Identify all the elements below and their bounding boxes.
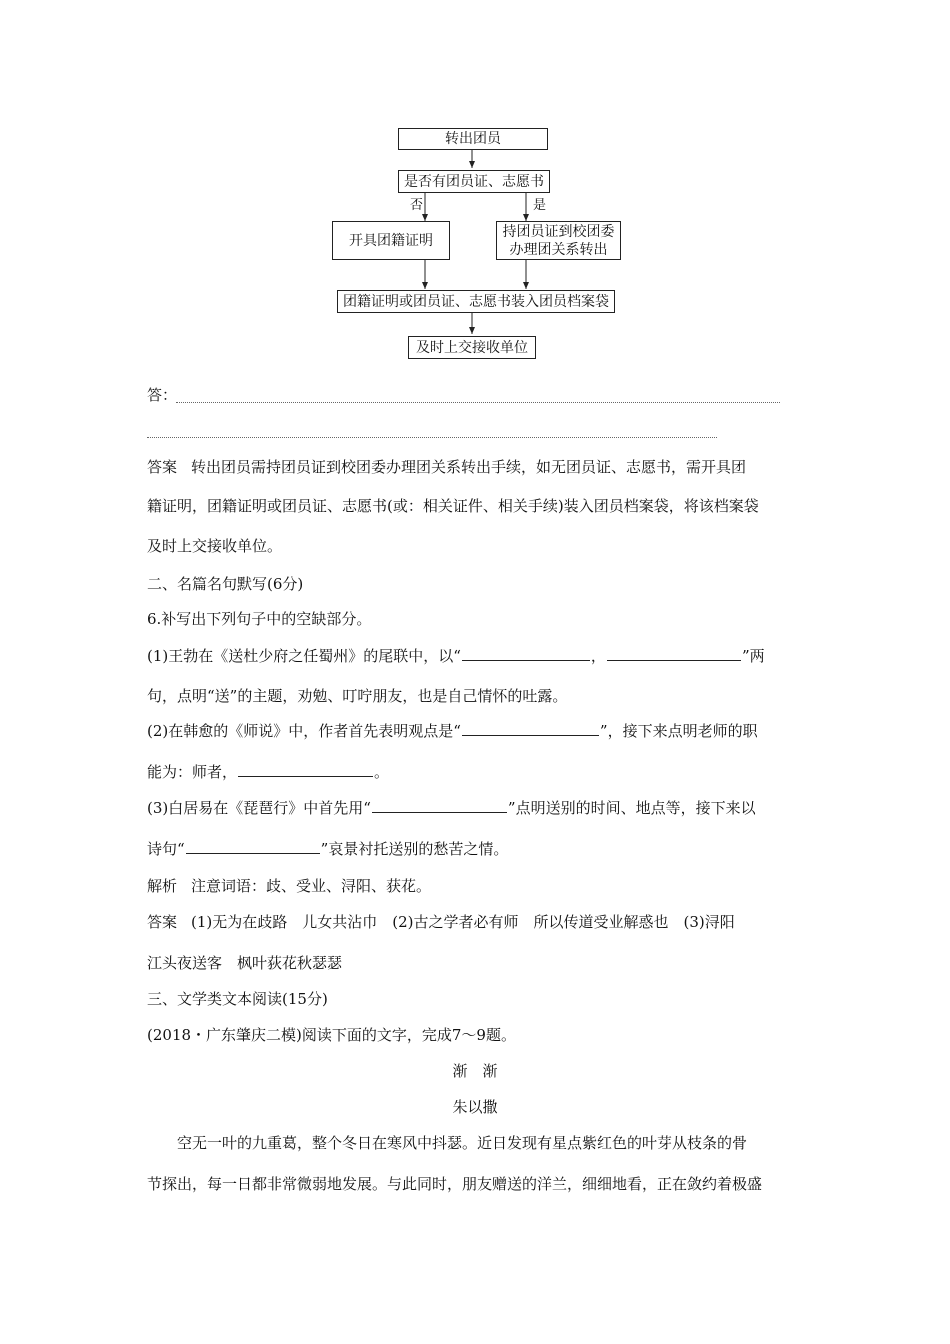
analysis-line [147, 875, 431, 896]
answer-dotted-line-2 [147, 437, 717, 438]
blank-5[interactable] [372, 797, 507, 813]
article-author: 朱以撒 [452, 1098, 498, 1116]
section2-answer-text: (1)无为在歧路 儿女共沾巾 (2)古之学者必有师 所以传道受业解惑也 (3)浔阳 [191, 913, 735, 931]
q3-line-1: (3)白居易在《琵琶行》中首先用“ ”点明送别的时间、地点等，接下来以 [147, 799, 756, 817]
section2-answer-label: 答案 [147, 913, 178, 931]
q3-line-2: 诗句“ ”哀景衬托送别的愁苦之情。 [147, 840, 509, 858]
section2-answer-line-2: 江头夜送客 枫叶荻花秋瑟瑟 [147, 954, 343, 972]
section2-heading: 二、名篇名句默写(6分) [147, 575, 304, 593]
node-yes-action: 持团员证到校团委 办理团关系转出 [496, 221, 621, 260]
analysis-text: 注意词语：歧、受业、浔阳、获花。 [191, 877, 432, 895]
edge-label-no: 否 [410, 198, 424, 213]
answer-line-3: 及时上交接收单位。 [147, 537, 283, 555]
section2-question: 6.补写出下列句子中的空缺部分。 [147, 610, 372, 628]
q1-line-1: (1)王勃在《送杜少府之任蜀州》的尾联中，以“ ， ”两 [147, 647, 765, 665]
node-no-action: 开具团籍证明 [332, 221, 450, 260]
answer-prompt: 答： [147, 386, 178, 404]
blank-3[interactable] [462, 720, 599, 736]
node-start: 转出团员 [398, 128, 548, 150]
blank-4[interactable] [238, 761, 373, 777]
answer-text-1: 转出团员需持团员证到校团委办理团关系转出手续，如无团员证、志愿书，需开具团 [191, 458, 747, 476]
answer-line-1 [147, 456, 746, 477]
node-end: 及时上交接收单位 [408, 336, 536, 359]
blank-6[interactable] [186, 838, 320, 854]
analysis-label: 解析 [147, 877, 178, 895]
section3-heading: 三、文学类文本阅读(15分) [147, 990, 328, 1008]
node-question: 是否有团员证、志愿书 [398, 170, 550, 193]
article-title: 渐 渐 [452, 1062, 498, 1080]
article-para-line-2: 节探出，每一日都非常微弱地发展。与此同时，朋友赠送的洋兰，细细地看，正在敛约着极盛 [147, 1175, 763, 1193]
answer-dotted-line-1 [176, 402, 780, 403]
node-merge: 团籍证明或团员证、志愿书装入团员档案袋 [337, 290, 615, 313]
blank-2[interactable] [607, 645, 741, 661]
answer-line-2: 籍证明，团籍证明或团员证、志愿书(或：相关证件、相关手续)装入团员档案袋，将该档案袋 [147, 497, 759, 515]
answer-label: 答案 [147, 458, 178, 476]
q2-line-1: (2)在韩愈的《师说》中，作者首先表明观点是“ ”，接下来点明老师的职 [147, 722, 758, 740]
section2-answer-line-1 [147, 911, 735, 932]
q2-line-2: 能为：师者， 。 [147, 763, 390, 781]
article-para-line-1: 空无一叶的九重葛，整个冬日在寒风中抖瑟。近日发现有星点紫红色的叶芽从枝条的骨 [177, 1134, 748, 1152]
edge-label-yes: 是 [533, 198, 547, 213]
blank-1[interactable] [462, 645, 590, 661]
section3-source: (2018・广东肇庆二模)阅读下面的文字，完成7～9题。 [147, 1026, 516, 1044]
q1-line-2: 句，点明“送”的主题，劝勉、叮咛朋友，也是自己情怀的吐露。 [147, 687, 568, 705]
